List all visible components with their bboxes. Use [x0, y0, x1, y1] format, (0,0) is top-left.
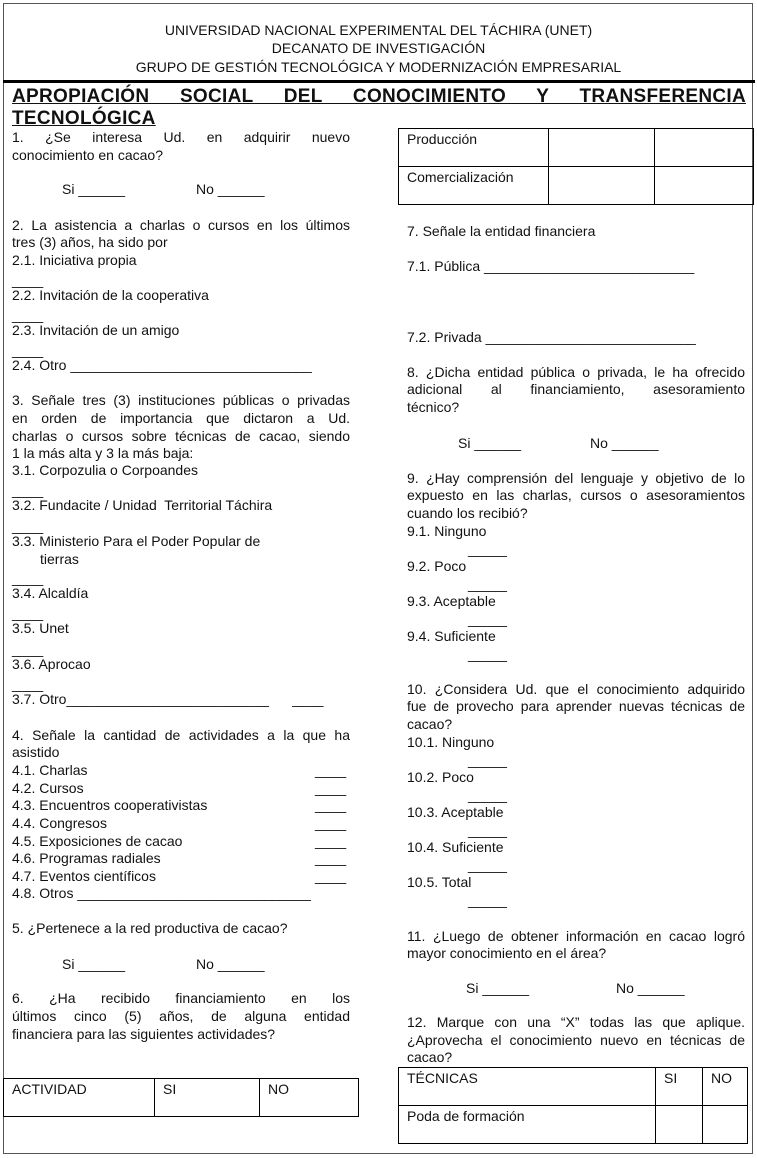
- q8-text: 8. ¿Dicha entidad pública o privada, le ha ofrecido: [407, 364, 745, 380]
- q12-text: 12. Marque con una “X” todas las que aplique.: [407, 1014, 745, 1030]
- q12-text: cacao?: [407, 1049, 453, 1065]
- q5-no[interactable]: No ______: [196, 956, 265, 972]
- header-divider: [3, 80, 755, 83]
- q7-publica[interactable]: 7.1. Pública ___________________________: [407, 258, 695, 274]
- cell-si[interactable]: [549, 167, 655, 205]
- q7-privada[interactable]: 7.2. Privada ___________________________: [407, 329, 696, 345]
- cell-no[interactable]: [655, 129, 754, 167]
- blank-field[interactable]: ____: [315, 815, 347, 831]
- q11-text: 11. ¿Luego de obtener información en cacao logró: [407, 928, 745, 944]
- blank-field[interactable]: ____: [315, 850, 347, 866]
- cell-no[interactable]: [703, 1106, 748, 1144]
- header-actividad: ACTIVIDAD: [4, 1079, 155, 1117]
- q3-option: 3.4. Alcaldía: [12, 585, 89, 601]
- q5-text: 5. ¿Pertenece a la red productiva de cacao?: [12, 920, 288, 936]
- q10-text: fue de provecho para aprender nuevas técnicas de: [407, 698, 745, 714]
- q1-text: 1. ¿Se interesa Ud. en adquirir nuevo: [12, 129, 350, 145]
- blank-field[interactable]: _____: [468, 857, 507, 873]
- q2-option: 2.3. Invitación de un amigo: [12, 322, 180, 338]
- q9-text: 9. ¿Hay comprensión del lenguaje y objetivo de lo: [407, 470, 745, 486]
- blank-field[interactable]: ____: [12, 605, 44, 621]
- blank-field[interactable]: _____: [468, 752, 507, 768]
- q9-text: cuando los recibió?: [407, 505, 528, 521]
- row-comercializacion: Comercialización: [399, 167, 549, 205]
- q1-no[interactable]: No ______: [196, 181, 265, 197]
- q4-item: 4.5. Exposiciones de cacao: [12, 833, 183, 849]
- q8-no[interactable]: No ______: [590, 435, 659, 451]
- page-title: APROPIACIÓN SOCIAL DEL CONOCIMIENTO Y TRANSFERENCIA TECNOLÓGICA: [12, 86, 746, 129]
- q9-option: 9.4. Suficiente: [407, 628, 496, 644]
- q9-option: 9.3. Aceptable: [407, 593, 496, 609]
- q3-option: 3.2. Fundacite / Unidad Territorial Táchira: [12, 497, 273, 513]
- q9-option: 9.1. Ninguno: [407, 523, 487, 539]
- header-si: SI: [656, 1068, 703, 1106]
- q4-item: 4.4. Congresos: [12, 815, 107, 831]
- blank-field[interactable]: ____: [315, 780, 347, 796]
- q5-si[interactable]: Si ______: [62, 956, 126, 972]
- q6-text: financiera para las siguientes actividades?: [12, 1026, 276, 1042]
- q4-item: 4.7. Eventos científicos: [12, 868, 156, 884]
- blank-field[interactable]: ____: [12, 272, 44, 288]
- q2-text: tres (3) años, ha sido por: [12, 234, 168, 250]
- q10-option: 10.4. Suficiente: [407, 839, 504, 855]
- q3-text: charlas o cursos sobre técnicas de cacao, siendo: [12, 428, 350, 444]
- q10-text: 10. ¿Considera Ud. que el conocimiento adquirido: [407, 681, 745, 697]
- q3-text: 1 la más alta y 3 la más baja:: [12, 445, 194, 461]
- q11-text: mayor conocimiento en el área?: [407, 945, 607, 961]
- cell-no[interactable]: [655, 167, 754, 205]
- q1-si[interactable]: Si ______: [62, 181, 126, 197]
- q4-text: asistido: [12, 744, 60, 760]
- q3-option: 3.1. Corpozulia o Corpoandes: [12, 462, 199, 478]
- university-name: UNIVERSIDAD NACIONAL EXPERIMENTAL DEL TÁCHIRA (UNET): [164, 22, 593, 38]
- blank-field[interactable]: ____: [315, 833, 347, 849]
- q2-option-other[interactable]: 2.4. Otro _______________________________: [12, 357, 312, 373]
- q8-text: adicional al financiamiento, asesoramiento: [407, 381, 745, 397]
- blank-field[interactable]: _____: [468, 892, 507, 908]
- header-no: NO: [703, 1068, 748, 1106]
- q2-option: 2.1. Iniciativa propia: [12, 252, 137, 268]
- q1-text: conocimiento en cacao?: [12, 147, 163, 163]
- blank-field[interactable]: ____: [12, 482, 44, 498]
- q3-text: en orden de importancia que dictaron a Ud.: [12, 410, 350, 426]
- blank-field[interactable]: _____: [468, 541, 507, 557]
- activity-table: [3, 1078, 359, 1117]
- blank-field[interactable]: _____: [468, 646, 507, 662]
- q11-no[interactable]: No ______: [616, 980, 685, 996]
- blank-field[interactable]: _____: [468, 787, 507, 803]
- blank-field[interactable]: ____: [315, 868, 347, 884]
- q7-text: 7. Señale la entidad financiera: [407, 223, 596, 239]
- q3-option: 3.3. Ministerio Para el Poder Popular de: [12, 533, 261, 549]
- q3-option: 3.5. Unet: [12, 620, 69, 636]
- q3-option: 3.6. Aprocao: [12, 656, 91, 672]
- q3-option: tierras: [40, 551, 79, 567]
- q2-text: 2. La asistencia a charlas o cursos en los últimos: [12, 217, 350, 233]
- blank-field[interactable]: ____: [12, 518, 44, 534]
- blank-field[interactable]: ____: [315, 762, 347, 778]
- q9-text: expuesto en las charlas, cursos o asesoramientos: [407, 487, 745, 503]
- q11-si[interactable]: Si ______: [466, 980, 530, 996]
- blank-field[interactable]: _____: [468, 822, 507, 838]
- header-si: SI: [155, 1079, 260, 1117]
- q4-item: 4.1. Charlas: [12, 762, 88, 778]
- q6-text: últimos cinco (5) años, de alguna entidad: [12, 1008, 350, 1024]
- blank-field[interactable]: ____: [12, 641, 44, 657]
- department-name: DECANATO DE INVESTIGACIÓN: [271, 40, 486, 56]
- q10-option: 10.3. Aceptable: [407, 804, 504, 820]
- q9-option: 9.2. Poco: [407, 558, 467, 574]
- blank-field[interactable]: ____: [12, 342, 44, 358]
- q4-item-other[interactable]: 4.8. Otros ______________________________: [12, 885, 311, 901]
- q6-text: 6. ¿Ha recibido financiamiento en los: [12, 990, 350, 1006]
- row-produccion: Producción: [399, 129, 549, 167]
- blank-field[interactable]: _____: [468, 576, 507, 592]
- blank-field[interactable]: _____: [468, 611, 507, 627]
- q8-si[interactable]: Si ______: [458, 435, 522, 451]
- row-poda-de-formacion: Poda de formación: [399, 1106, 656, 1144]
- q3-text: 3. Señale tres (3) instituciones públicas o privadas: [12, 392, 350, 408]
- blank-field[interactable]: ____: [315, 797, 347, 813]
- activity-table-continued: [398, 128, 754, 205]
- blank-field[interactable]: ____: [12, 570, 44, 586]
- q4-text: 4. Señale la cantidad de actividades a la que ha: [12, 727, 350, 743]
- q4-item: 4.3. Encuentros cooperativistas: [12, 797, 208, 813]
- blank-field[interactable]: ____: [12, 307, 44, 323]
- q2-option: 2.2. Invitación de la cooperativa: [12, 287, 209, 303]
- q3-option-other[interactable]: 3.7. Otro__________________________ ____: [12, 691, 324, 707]
- q4-item: 4.6. Programas radiales: [12, 850, 161, 866]
- q4-item: 4.2. Cursos: [12, 780, 84, 796]
- cell-si[interactable]: [549, 129, 655, 167]
- q10-option: 10.2. Poco: [407, 769, 474, 785]
- cell-si[interactable]: [656, 1106, 703, 1144]
- header-tecnicas: TÉCNICAS: [399, 1068, 656, 1106]
- group-name: GRUPO DE GESTIÓN TECNOLÓGICA Y MODERNIZACIÓN EMPRESARIAL: [135, 59, 622, 75]
- blank-field[interactable]: ____: [12, 676, 44, 692]
- header-no: NO: [260, 1079, 359, 1117]
- q10-option: 10.1. Ninguno: [407, 734, 495, 750]
- q12-text: ¿Aprovecha el conocimiento nuevo en técnicas de: [407, 1032, 745, 1048]
- q10-text: cacao?: [407, 716, 453, 732]
- techniques-table: [398, 1067, 748, 1144]
- q10-option: 10.5. Total: [407, 874, 472, 890]
- q8-text: técnico?: [407, 399, 460, 415]
